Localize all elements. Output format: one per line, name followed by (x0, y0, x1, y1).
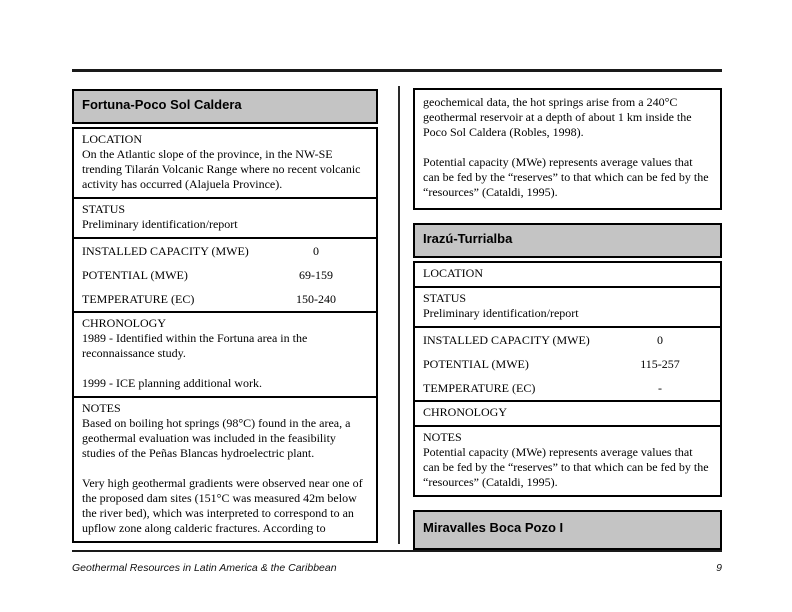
chronology-paragraph: 1989 - Identified within the Fortuna area in the reconnaissance study. (82, 331, 308, 360)
temperature-value: 150-240 (296, 291, 336, 306)
installed-capacity-label: INSTALLED CAPACITY (MWE) (423, 332, 590, 347)
continuation-paragraph: geochemical data, the hot springs arise from a 240°C geothermal reservoir at a depth of about 1 km inside the Poco Sol Caldera (Robles, 1998). (423, 95, 692, 139)
notes-label: NOTES (423, 430, 462, 444)
installed-capacity-value: 0 (657, 332, 663, 347)
chronology-paragraph: 1999 - ICE planning additional work. (82, 376, 262, 390)
footer-rule (72, 550, 722, 552)
temperature-label: TEMPERATURE (EC) (82, 291, 195, 306)
status-text: Preliminary identification/report (82, 217, 238, 231)
footer-page-number: 9 (716, 562, 722, 574)
notes-continuation-box (413, 88, 722, 210)
fortuna-location-section (74, 129, 376, 197)
fortuna-table-header (72, 89, 378, 124)
irazu-table-body (413, 261, 722, 497)
stat-row-potential (82, 263, 368, 287)
right-column (413, 88, 722, 553)
continuation-paragraph: Potential capacity (MWe) represents average values that can be fed by the “reserves” to that which can be fed by the “resources” (Cataldi, 1995). (423, 155, 709, 199)
installed-capacity-label: INSTALLED CAPACITY (MWE) (82, 243, 249, 258)
temperature-label: TEMPERATURE (EC) (423, 380, 536, 395)
irazu-title: Irazú-Turrialba (423, 231, 513, 246)
fortuna-status-section (74, 197, 376, 237)
irazu-chronology-section (415, 400, 720, 425)
potential-value: 115-257 (640, 356, 680, 371)
location-text: On the Atlantic slope of the province, in the NW-SE trending Tilarán Volcanic Range where no recent volcanic activity has occurred (Alajuela Province). (82, 147, 361, 191)
irazu-stats-section (415, 326, 720, 400)
location-label: LOCATION (423, 266, 483, 280)
irazu-notes-section (415, 425, 720, 495)
notes-label: NOTES (82, 401, 121, 415)
status-label: STATUS (423, 291, 467, 305)
fortuna-stats-section (74, 237, 376, 311)
location-label: LOCATION (82, 132, 142, 146)
status-text: Preliminary identification/report (423, 306, 579, 320)
potential-label: POTENTIAL (MWE) (423, 356, 529, 371)
fortuna-title: Fortuna-Poco Sol Caldera (82, 97, 242, 112)
stat-row-potential (423, 352, 712, 376)
column-divider (398, 86, 400, 544)
notes-text: Potential capacity (MWe) represents average values that can be fed by the “reserves” to that which can be fed by the “resources” (Cataldi, 1995). (423, 445, 709, 489)
status-label: STATUS (82, 202, 126, 216)
potential-value: 69-159 (299, 267, 333, 282)
fortuna-chronology-section (74, 311, 376, 396)
chronology-label: CHRONOLOGY (82, 316, 166, 330)
notes-paragraph: Very high geothermal gradients were observed near one of the proposed dam sites (151°C was measured 42m below the river bed), which was interpreted to correspond to an upflow zone along calderic fractures. According to (82, 476, 363, 535)
temperature-value: - (658, 380, 662, 395)
top-rule (72, 69, 722, 72)
page-footer (72, 562, 722, 574)
miravalles-table-header (413, 510, 722, 550)
left-column (72, 89, 378, 543)
stat-row-temperature (82, 287, 368, 311)
footer-document-title: Geothermal Resources in Latin America & the Caribbean (72, 562, 337, 574)
stat-row-installed-capacity (423, 328, 712, 352)
irazu-table-header (413, 223, 722, 258)
fortuna-notes-section (74, 396, 376, 541)
installed-capacity-value: 0 (313, 243, 319, 258)
miravalles-title: Miravalles Boca Pozo I (423, 520, 564, 535)
potential-label: POTENTIAL (MWE) (82, 267, 188, 282)
irazu-status-section (415, 286, 720, 326)
spacer (413, 210, 722, 223)
spacer (413, 497, 722, 510)
irazu-location-section (415, 263, 720, 286)
fortuna-table-body (72, 127, 378, 543)
chronology-label: CHRONOLOGY (423, 405, 507, 419)
notes-paragraph: Based on boiling hot springs (98°C) found in the area, a geothermal evaluation was included in the feasibility studies of the Peñas Blancas hydroelectric plant. (82, 416, 351, 460)
stat-row-installed-capacity (82, 239, 368, 263)
stat-row-temperature (423, 376, 712, 400)
